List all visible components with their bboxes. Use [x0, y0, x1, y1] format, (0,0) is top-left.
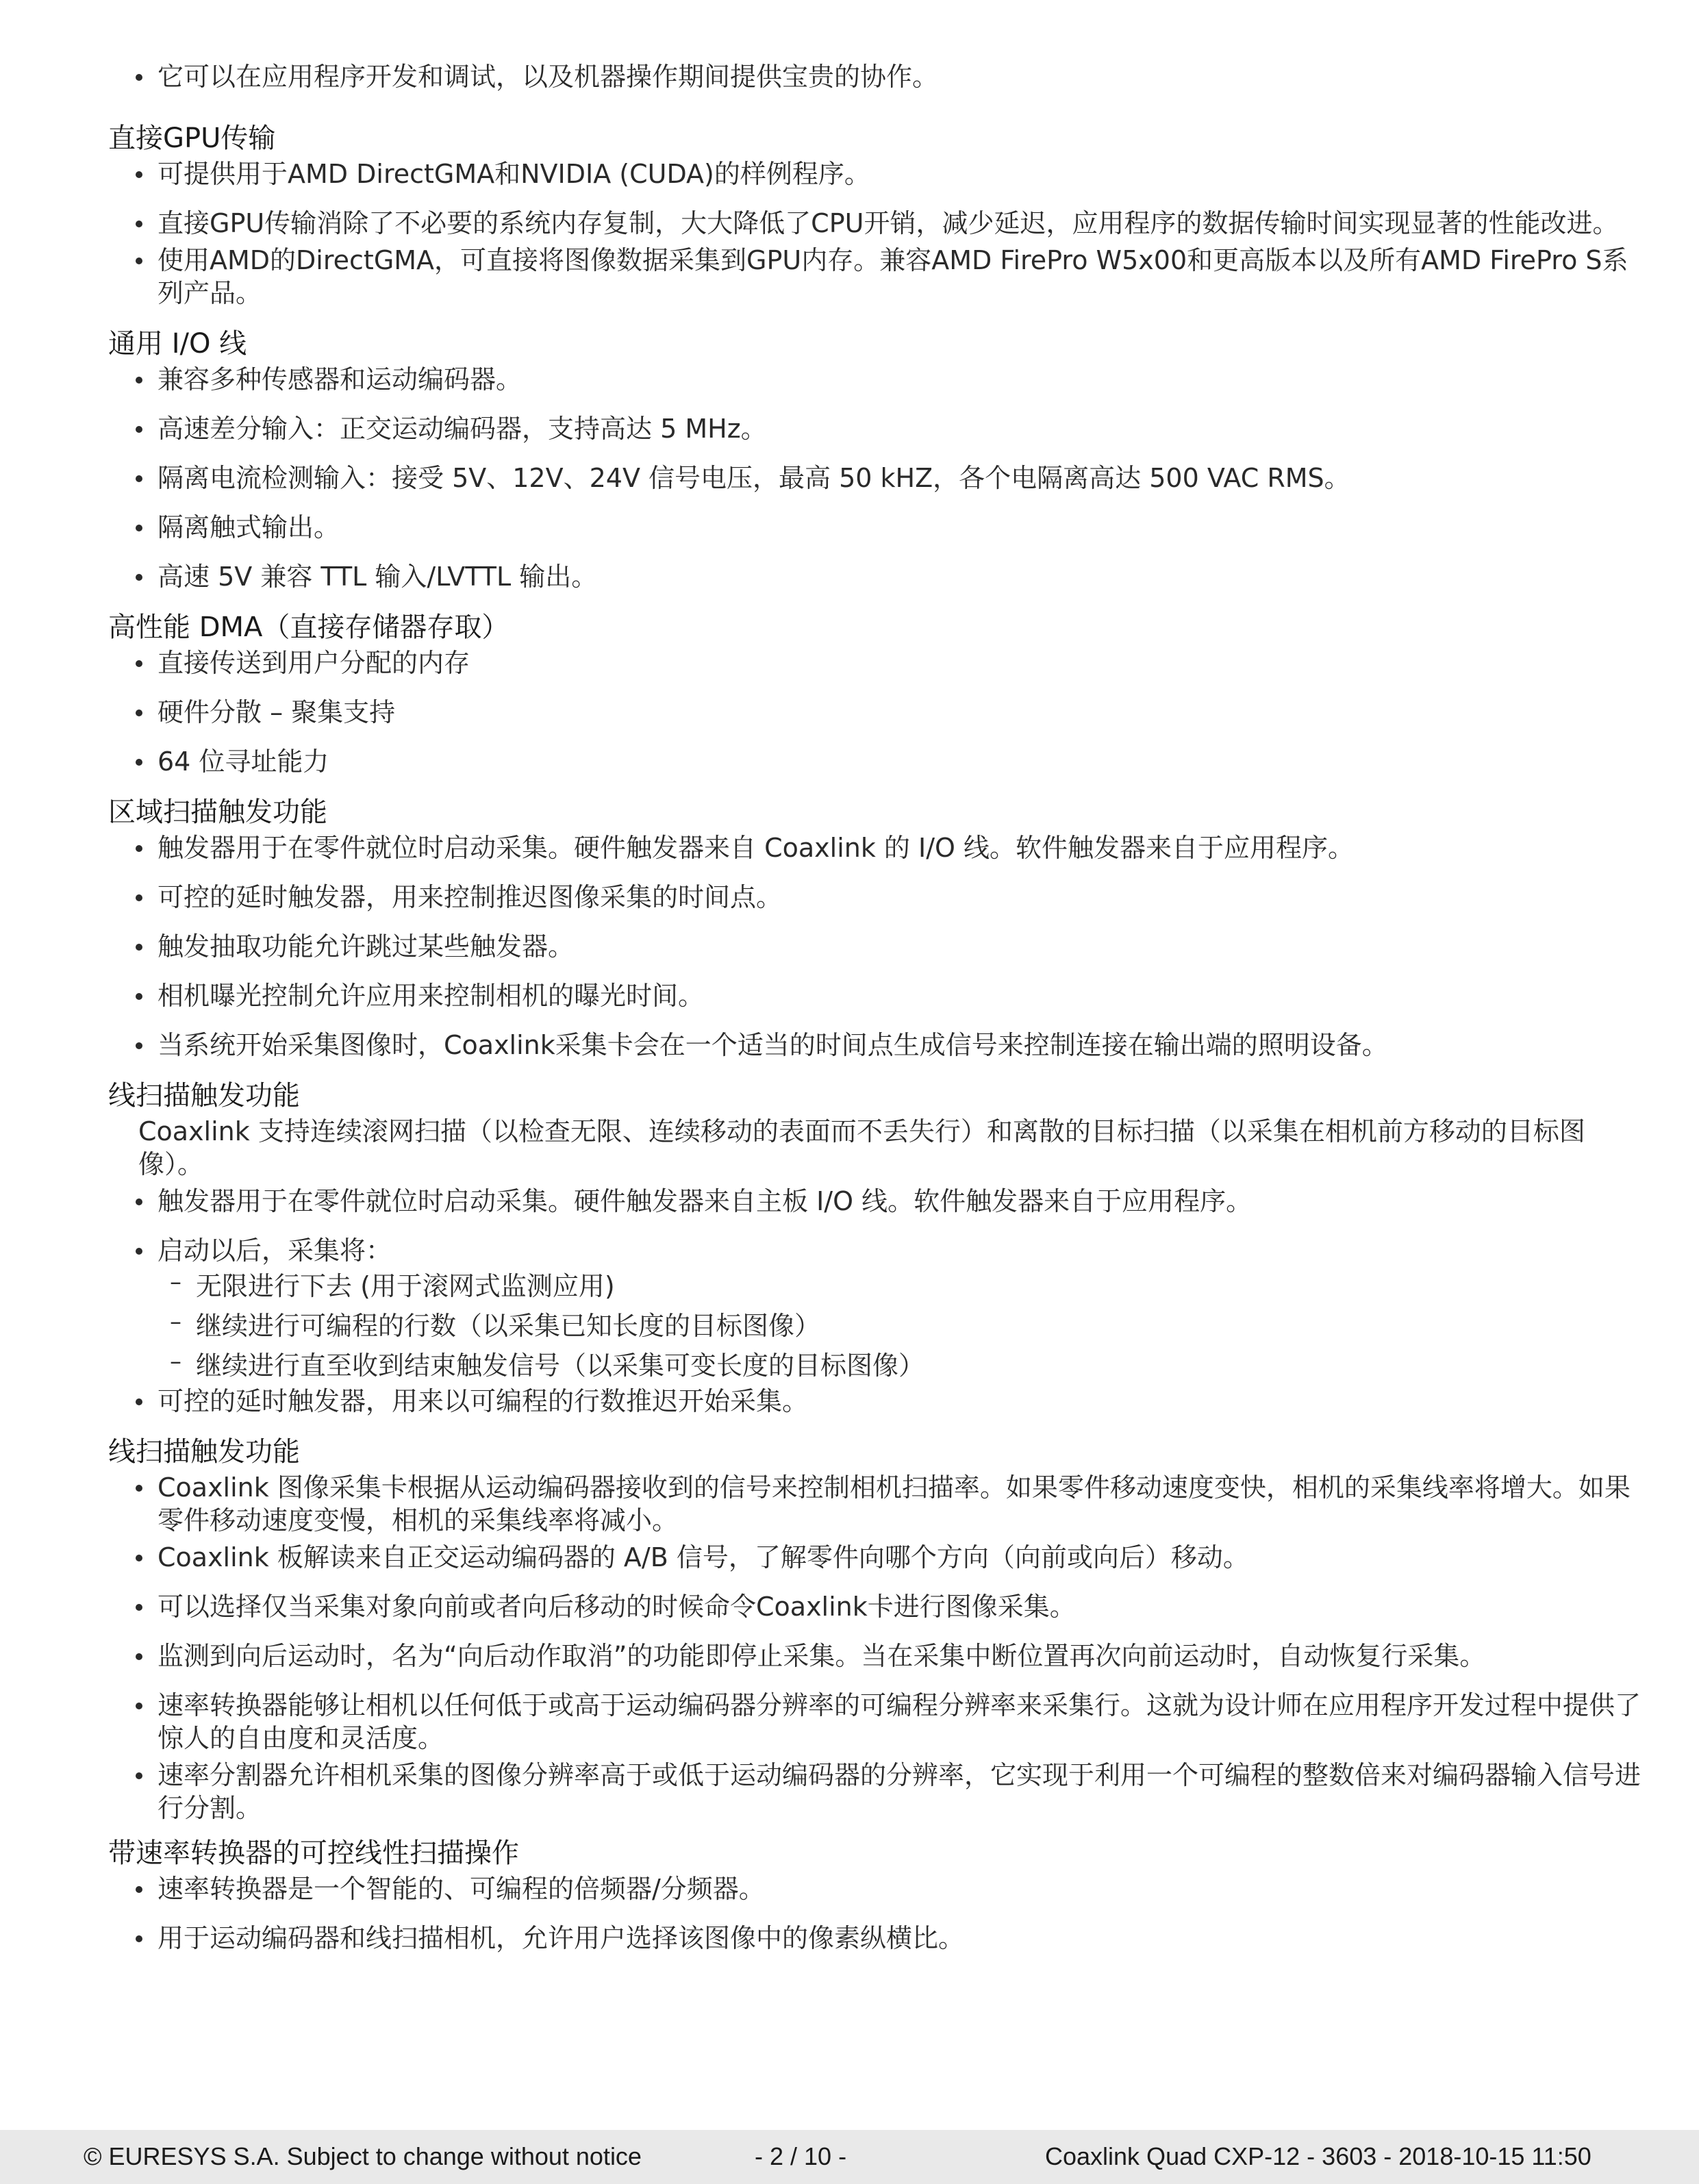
section-rate-converter — [108, 1835, 1649, 1955]
page-footer — [0, 2130, 1699, 2184]
list-item: 兼容多种传感器和运动编码器。 — [108, 363, 1649, 396]
sub-list-item: – 继续进行可编程的行数（以采集已知长度的目标图像） — [108, 1309, 1649, 1342]
list-item: 监测到向后运动时，名为“向后动作取消”的功能即停止采集。当在采集中断位置再次向前运动时，自动恢复行采集。 — [108, 1640, 1649, 1672]
section-gpu-transfer — [108, 121, 1649, 310]
bullet-list — [108, 158, 1649, 310]
list-item: 速率转换器能够让相机以任何低于或高于运动编码器分辨率的可编程分辨率来采集行。这就为设计师在应用程序开发过程中提供了惊人的自由度和灵活度。 — [108, 1689, 1649, 1755]
list-item: Coaxlink 图像采集卡根据从运动编码器接收到的信号来控制相机扫描率。如果零件移动速度变快，相机的采集线率将增大。如果零件移动速度变慢，相机的采集线率将减小。 — [108, 1471, 1649, 1537]
list-item: 它可以在应用程序开发和调试，以及机器操作期间提供宝贵的协作。 — [108, 60, 1649, 93]
footer-copyright: © EURESYS S.A. Subject to change without notice — [84, 2142, 642, 2170]
bullet-list — [108, 1185, 1649, 1267]
list-item: 隔离电流检测输入：接受 5V、12V、24V 信号电压，最高 50 kHZ，各个电隔离高达 500 VAC RMS。 — [108, 462, 1649, 494]
section-title: 区域扫描触发功能 — [108, 796, 327, 828]
bullet-list — [108, 1471, 1649, 1824]
list-item: 可控的延时触发器，用来控制推迟图像采集的时间点。 — [108, 881, 1649, 914]
list-item: 高速差分输入：正交运动编码器，支持高达 5 MHz。 — [108, 412, 1649, 445]
list-item: 相机曝光控制允许应用来控制相机的曝光时间。 — [108, 979, 1649, 1012]
section-area-scan-trigger — [108, 794, 1649, 1062]
section-title: 带速率转换器的可控线性扫描操作 — [108, 1837, 519, 1869]
section-title: 通用 I/O 线 — [108, 328, 247, 360]
list-item: 触发抽取功能允许跳过某些触发器。 — [108, 930, 1649, 963]
list-item: 高速 5V 兼容 TTL 输入/LVTTL 输出。 — [108, 560, 1649, 593]
bullet-list — [108, 831, 1649, 1062]
list-item: 速率转换器是一个智能的、可编程的倍频器/分频器。 — [108, 1872, 1649, 1905]
list-item: 直接传送到用户分配的内存 — [108, 647, 1649, 679]
document-body — [108, 60, 1649, 1971]
list-item: 使用AMD的DirectGMA，可直接将图像数据采集到GPU内存。兼容AMD FirePro W5x00和更高版本以及所有AMD FirePro S系列产品。 — [108, 244, 1649, 310]
list-item: 速率分割器允许相机采集的图像分辨率高于或低于运动编码器的分辨率，它实现于利用一个可编程的整数倍来对编码器输入信号进行分割。 — [108, 1759, 1649, 1824]
section-line-scan-trigger-2 — [108, 1434, 1649, 1824]
footer-document-id: Coaxlink Quad CXP-12 - 3603 - 2018-10-15 11:50 — [1045, 2142, 1591, 2170]
bullet-list — [108, 363, 1649, 593]
list-item: 直接GPU传输消除了不必要的系统内存复制，大大降低了CPU开销，减少延迟，应用程序的数据传输时间实现显著的性能改进。 — [108, 207, 1649, 240]
bullet-list — [108, 1385, 1649, 1418]
section-line-scan-trigger — [108, 1078, 1649, 1418]
list-item: 当系统开始采集图像时，Coaxlink采集卡会在一个适当的时间点生成信号来控制连接在输出端的照明设备。 — [108, 1029, 1649, 1062]
list-item: 可以选择仅当采集对象向前或者向后移动的时候命令Coaxlink卡进行图像采集。 — [108, 1590, 1649, 1623]
sub-list-item: – 无限进行下去 (用于滚网式监测应用) — [108, 1270, 1649, 1303]
list-item: 可控的延时触发器，用来以可编程的行数推迟开始采集。 — [108, 1385, 1649, 1418]
section-title: 直接GPU传输 — [108, 123, 276, 154]
section-dma — [108, 610, 1649, 778]
list-item: 启动以后，采集将： — [108, 1234, 1649, 1267]
list-item: 可提供用于AMD DirectGMA和NVIDIA (CUDA)的样例程序。 — [108, 158, 1649, 190]
list-item: 隔离触式输出。 — [108, 511, 1649, 544]
sub-list-item: – 继续进行直至收到结束触发信号（以采集可变长度的目标图像） — [108, 1349, 1649, 1382]
footer-page-number: - 2 / 10 - — [755, 2142, 847, 2170]
sub-list — [108, 1270, 1649, 1382]
list-item: 用于运动编码器和线扫描相机，允许用户选择该图像中的像素纵横比。 — [108, 1922, 1649, 1955]
section-title: 线扫描触发功能 — [108, 1080, 300, 1112]
paragraph: Coaxlink 支持连续滚网扫描（以检查无限、连续移动的表面而不丢失行）和离散的目标扫描（以采集在相机前方移动的目标图像）。 — [138, 1116, 1585, 1179]
list-item: 触发器用于在零件就位时启动采集。硬件触发器来自主板 I/O 线。软件触发器来自于应用程序。 — [108, 1185, 1649, 1218]
section-title: 高性能 DMA（直接存储器存取） — [108, 612, 509, 643]
list-item: Coaxlink 板解读来自正交运动编码器的 A/B 信号，了解零件向哪个方向（向前或向后）移动。 — [108, 1541, 1649, 1574]
bullet-list — [108, 647, 1649, 778]
intro-list — [108, 60, 1649, 93]
section-title: 线扫描触发功能 — [108, 1436, 300, 1468]
bullet-list — [108, 1872, 1649, 1955]
section-general-io — [108, 326, 1649, 593]
list-item: 触发器用于在零件就位时启动采集。硬件触发器来自 Coaxlink 的 I/O 线。软件触发器来自于应用程序。 — [108, 831, 1649, 864]
list-item: 硬件分散 – 聚集支持 — [108, 696, 1649, 729]
list-item: 64 位寻址能力 — [108, 745, 1649, 778]
